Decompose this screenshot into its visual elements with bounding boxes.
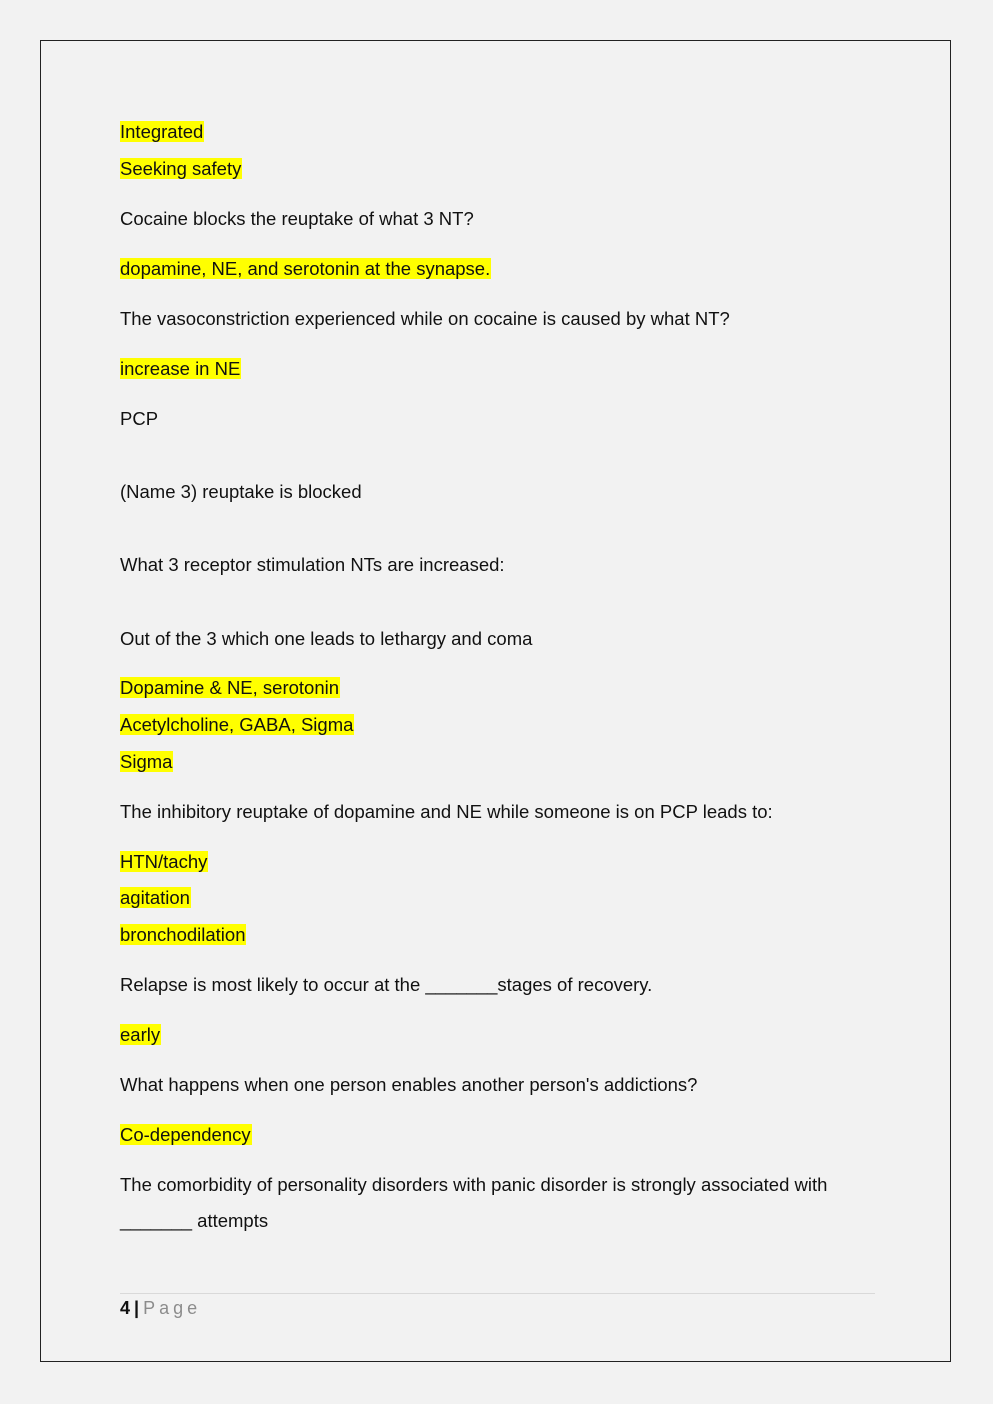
highlighted-answer: Seeking safety bbox=[120, 158, 242, 179]
question-text: What happens when one person enables another person's addictions? bbox=[120, 1074, 698, 1095]
question-line bbox=[120, 306, 730, 332]
question-text: (Name 3) reuptake is blocked bbox=[120, 481, 362, 502]
text-line bbox=[120, 1022, 161, 1048]
question-line bbox=[120, 552, 505, 578]
question-text: The vasoconstriction experienced while on cocaine is caused by what NT? bbox=[120, 308, 730, 329]
highlighted-answer: increase in NE bbox=[120, 358, 241, 379]
question-line bbox=[120, 1072, 697, 1098]
question-text: The comorbidity of personality disorders with panic disorder is strongly associated with bbox=[120, 1174, 828, 1195]
text-line bbox=[120, 885, 191, 911]
text-line bbox=[120, 849, 208, 875]
page-number: 4 bbox=[120, 1298, 131, 1318]
text-line bbox=[120, 156, 242, 182]
highlighted-answer: Sigma bbox=[120, 751, 173, 772]
text-line bbox=[120, 922, 246, 948]
text-line bbox=[120, 256, 491, 282]
highlighted-answer: Integrated bbox=[120, 121, 204, 142]
text-line bbox=[120, 356, 241, 382]
text-line bbox=[120, 675, 340, 701]
highlighted-answer: Dopamine & NE, serotonin bbox=[120, 677, 340, 698]
question-text: _______ attempts bbox=[120, 1210, 269, 1231]
question-line bbox=[120, 799, 773, 825]
question-text: What 3 receptor stimulation NTs are increased: bbox=[120, 554, 505, 575]
question-line bbox=[120, 1208, 268, 1234]
page-footer bbox=[120, 1295, 201, 1321]
question-text: PCP bbox=[120, 408, 159, 429]
question-text: The inhibitory reuptake of dopamine and NE while someone is on PCP leads to: bbox=[120, 801, 773, 822]
highlighted-answer: early bbox=[120, 1024, 161, 1045]
question-line bbox=[120, 972, 652, 998]
text-line bbox=[120, 712, 354, 738]
text-line bbox=[120, 119, 204, 145]
footer-separator: | bbox=[134, 1298, 140, 1318]
question-text: Relapse is most likely to occur at the _______stages of recovery. bbox=[120, 974, 653, 995]
footer-divider bbox=[120, 1293, 875, 1294]
question-line bbox=[120, 626, 532, 652]
text-line bbox=[120, 749, 173, 775]
highlighted-answer: Co-dependency bbox=[120, 1124, 251, 1145]
question-line bbox=[120, 206, 474, 232]
question-text: Cocaine blocks the reuptake of what 3 NT? bbox=[120, 208, 474, 229]
highlighted-answer: agitation bbox=[120, 887, 190, 908]
question-line bbox=[120, 1172, 827, 1198]
question-line bbox=[120, 479, 362, 505]
highlighted-answer: Acetylcholine, GABA, Sigma bbox=[120, 714, 354, 735]
highlighted-answer: HTN/tachy bbox=[120, 851, 208, 872]
highlighted-answer: bronchodilation bbox=[120, 924, 246, 945]
text-line bbox=[120, 1122, 252, 1148]
page-label: Page bbox=[143, 1298, 202, 1318]
document-page bbox=[40, 40, 951, 1362]
question-text: Out of the 3 which one leads to lethargy and coma bbox=[120, 628, 533, 649]
highlighted-answer: dopamine, NE, and serotonin at the synapse. bbox=[120, 258, 491, 279]
question-line bbox=[120, 406, 158, 432]
